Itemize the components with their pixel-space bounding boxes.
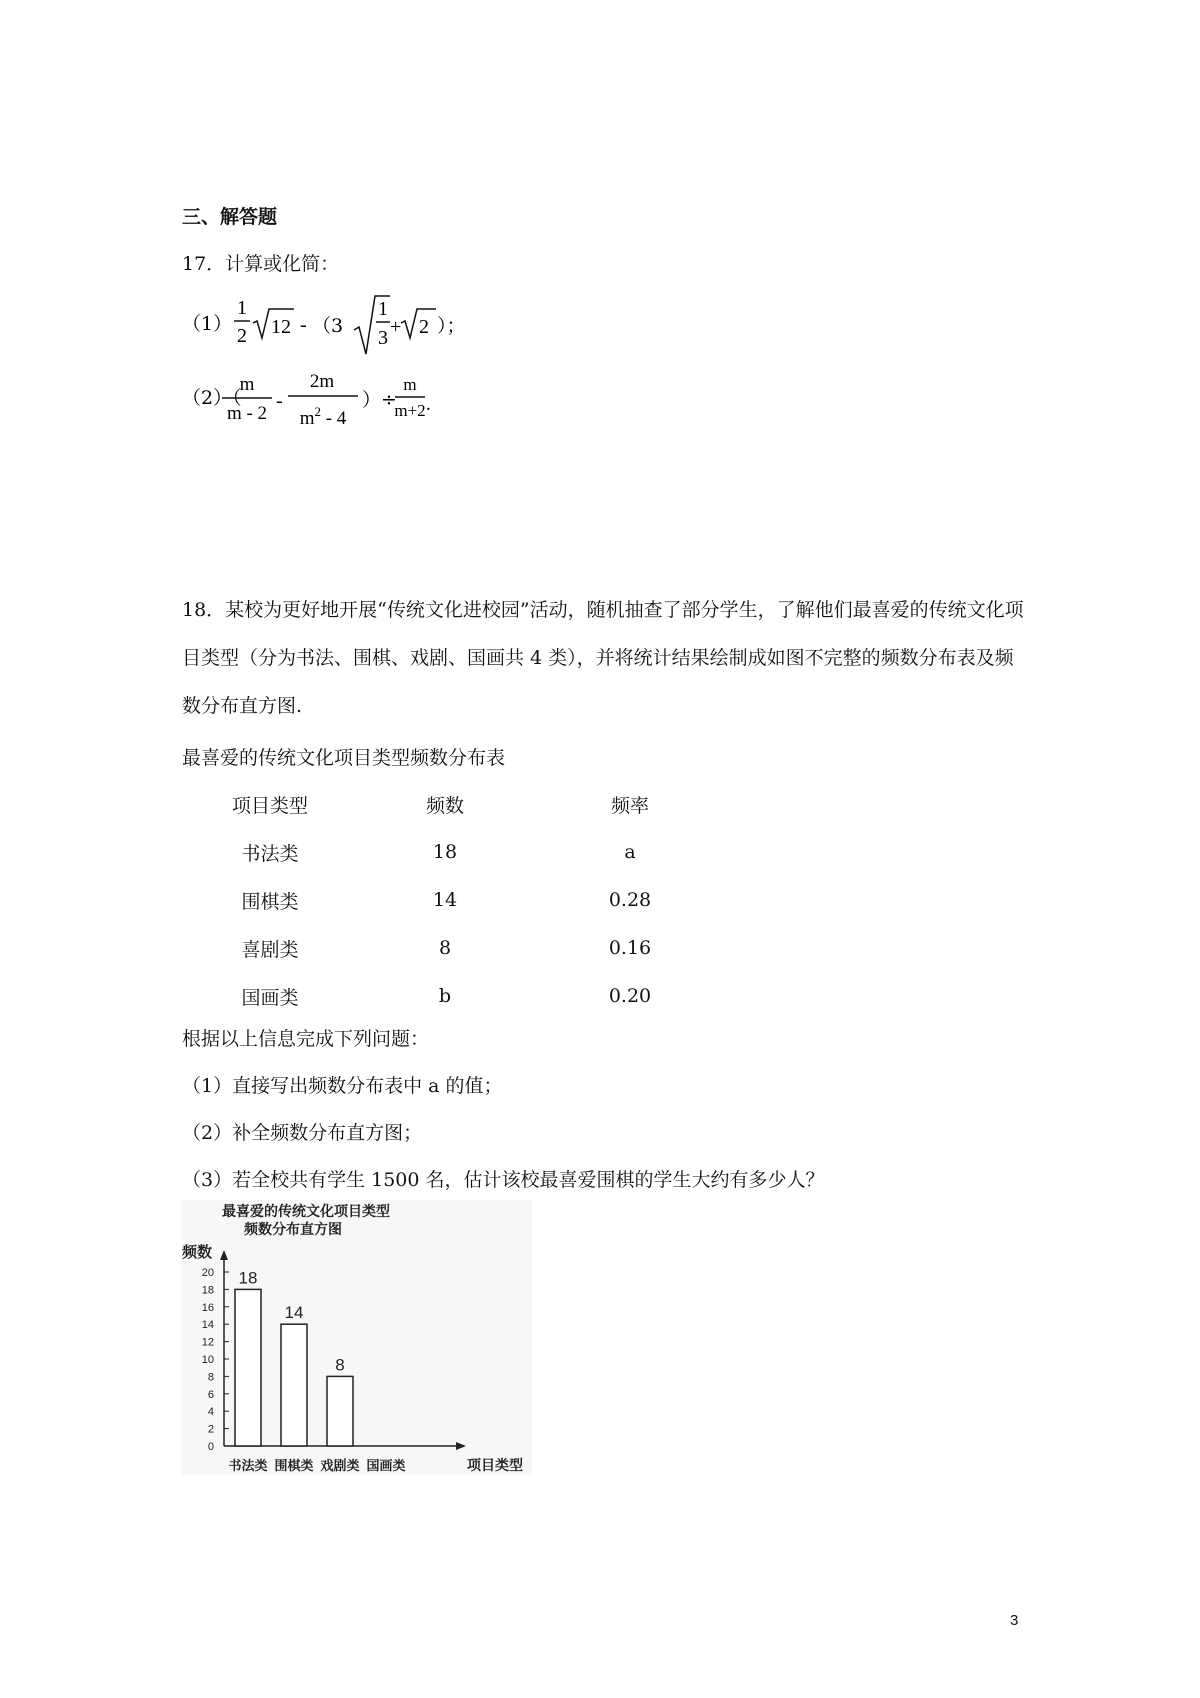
header-cell: 频数 (425, 794, 464, 817)
half-denominator: 2 (237, 325, 247, 347)
y-tick-label: 16 (201, 1301, 214, 1314)
section-heading: 三、解答题 (182, 206, 278, 228)
table-header-row (200, 780, 710, 828)
chart-subtitle: 频数分布直方图 (244, 1221, 342, 1237)
part1-minus-sign: - (300, 314, 307, 336)
header-cell: 频率 (610, 794, 649, 817)
y-tick-label: 10 (201, 1354, 214, 1366)
question-3: （3）若全校共有学生 1500 名，估计该校最喜爱围棋的学生大约有多少人？ (182, 1169, 825, 1191)
table-cell: 喜剧类 (241, 938, 299, 961)
table-cell: 0.28 (608, 889, 652, 911)
x-category-label: 国画类 (366, 1458, 406, 1473)
histogram-bar (327, 1376, 353, 1446)
table-row (200, 876, 710, 924)
x-category-label: 书法类 (228, 1458, 268, 1473)
y-tick-label: 12 (201, 1336, 214, 1349)
f3-denominator: m+2 (394, 401, 426, 420)
y-tick-label: 6 (207, 1388, 214, 1401)
third-denominator: 3 (378, 327, 388, 349)
table-cell: b (438, 985, 452, 1007)
sqrt12-radicand: 12 (271, 316, 291, 338)
questions-lead: 根据以上信息完成下列问题： (182, 1028, 430, 1050)
f2-denominator: $m^2 - 4$ (299, 404, 347, 429)
question-1: （1）直接写出频数分布表中 a 的值； (182, 1075, 503, 1097)
histogram-bar (281, 1324, 307, 1446)
plot-area (202, 1250, 466, 1473)
histogram-bar (235, 1289, 261, 1446)
table-cell: a (624, 841, 636, 863)
table-cell: 围棋类 (241, 890, 299, 913)
y-tick-label: 8 (207, 1371, 214, 1384)
q18-intro: 18．某校为更好地开展“传统文化进校园”活动，随机抽查了部分学生，了解他们最喜爱的传统文化项目类型（分为书法、围棋、戏剧、国画共 4 类），并将统计结果绘制成如图不完整的频数分布表及频数分布直方图. (182, 599, 1024, 717)
frequency-histogram (182, 1200, 532, 1475)
table-row (200, 972, 710, 1020)
f1-numerator: m (239, 374, 255, 395)
table-cell: 0.16 (608, 937, 652, 959)
header-cell: 项目类型 (231, 794, 308, 817)
bar-value-label: 18 (238, 1268, 258, 1288)
frequency-table (200, 780, 710, 1020)
q17-part1-formula (182, 292, 522, 358)
table-cell: 8 (438, 937, 452, 959)
table-cell: 国画类 (241, 986, 299, 1009)
q17-part2-label: （2）（ (182, 387, 242, 409)
third-numerator: 1 (378, 298, 388, 320)
x-axis-arrow-icon (456, 1442, 466, 1450)
table-cell: 0.20 (608, 985, 652, 1007)
x-category-label: 围棋类 (274, 1458, 314, 1473)
y-tick-label: 18 (201, 1284, 214, 1297)
part1-plus-sign: + (390, 316, 402, 338)
part2-minus-sign: - (276, 390, 283, 412)
table-row (200, 924, 710, 972)
part1-open-paren: （3 (312, 315, 344, 337)
table-row (200, 828, 710, 876)
table-cell: 14 (432, 889, 458, 911)
q17-part2-formula (182, 368, 502, 434)
bar-value-label: 14 (284, 1303, 304, 1323)
q17-stem: 17．计算或化简： (182, 253, 340, 275)
half-numerator: 1 (237, 297, 247, 319)
y-tick-label: 0 (207, 1441, 214, 1453)
table-cell: 18 (432, 841, 458, 863)
chart-title: 最喜爱的传统文化项目类型 (222, 1203, 390, 1219)
table-cell: 书法类 (241, 842, 299, 865)
f2-numerator: 2m (309, 371, 335, 392)
y-axis-label: 频数 (182, 1244, 213, 1261)
f3-numerator: m (403, 375, 417, 394)
y-tick-label: 2 (207, 1423, 214, 1436)
table-title: 最喜爱的传统文化项目类型频数分布表 (182, 747, 506, 769)
y-tick-label: 20 (201, 1267, 214, 1279)
y-axis-arrow-icon (220, 1250, 228, 1260)
page-number: 3 (1010, 1612, 1019, 1629)
question-2: （2）补全频数分布直方图； (182, 1122, 423, 1144)
f1-denominator: m - 2 (226, 403, 268, 424)
part1-close-paren: ）； (437, 315, 466, 337)
part2-period: . (426, 394, 431, 415)
y-tick-label: 14 (201, 1319, 214, 1332)
bar-value-label: 8 (335, 1355, 345, 1375)
y-tick-label: 4 (207, 1406, 214, 1419)
part2-close-divide: ）÷ (362, 389, 397, 411)
x-category-label: 戏剧类 (320, 1458, 360, 1473)
x-axis-label: 项目类型 (467, 1457, 523, 1473)
sqrt2-radicand: 2 (419, 316, 429, 338)
q17-part1-label: （1） (182, 313, 233, 335)
